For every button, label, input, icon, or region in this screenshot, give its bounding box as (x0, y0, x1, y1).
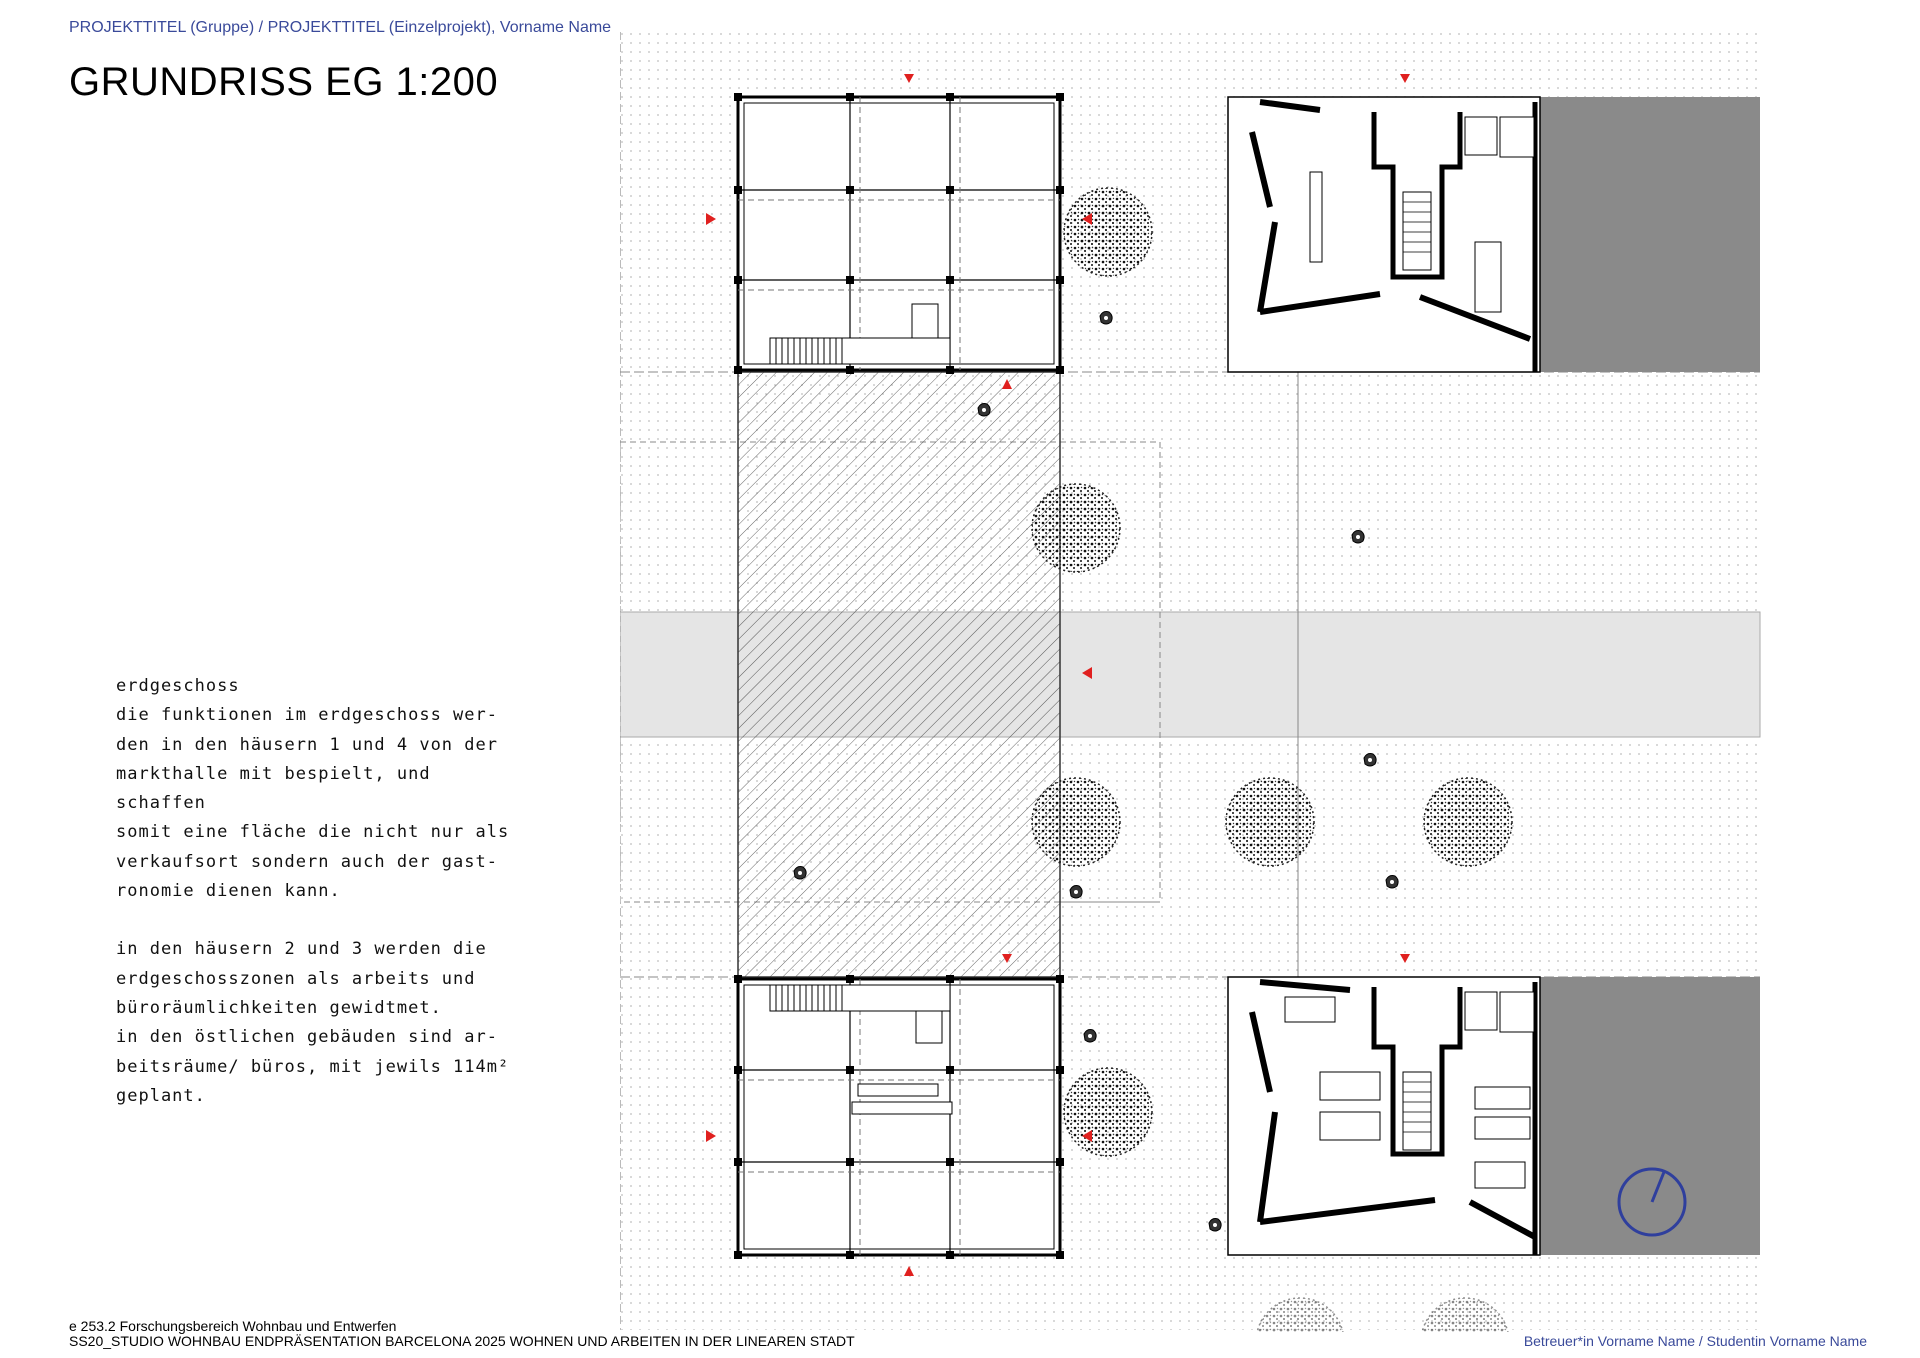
page-title: GRUNDRISS EG 1:200 (69, 60, 499, 104)
description-line: beitsräume/ büros, mit jewils 114m² (116, 1056, 510, 1077)
footer-supervisor: Betreuer*in Vorname Name / Studentin Vorname Name (1523, 1333, 1867, 1349)
footer-institute: e 253.2 Forschungsbereich Wohnbau und Entwerfen (69, 1318, 397, 1334)
description-line: ronomie dienen kann. (116, 881, 341, 902)
project-header: PROJEKTTITEL (Gruppe) / PROJEKTTITEL (Einzelprojekt), Vorname Name (69, 19, 612, 36)
description-line: geplant. (116, 1085, 206, 1106)
description-line: die funktionen im erdgeschoss wer- (116, 705, 498, 726)
description-heading: erdgeschoss (116, 676, 240, 696)
description-line: verkaufsort sondern auch der gast- (116, 851, 498, 872)
description-line: den in den häusern 1 und 4 von der (116, 734, 498, 755)
description-text (116, 672, 516, 1111)
house-2-plan (1228, 97, 1540, 372)
street-crossing (738, 612, 1060, 737)
house-3-plan (1228, 977, 1540, 1255)
description-line: büroräumlichkeiten gewidtmet. (116, 997, 442, 1018)
description-line: markthalle mit bespielt, und schaffen (116, 763, 431, 814)
house-4-grid (734, 975, 1064, 1259)
description-line: in den östlichen gebäuden sind ar- (116, 1027, 498, 1048)
neighbour-block-north (1540, 97, 1760, 372)
floor-plan (620, 32, 1780, 1332)
house-1-grid (734, 93, 1064, 374)
description-line: erdgeschosszonen als arbeits und (116, 968, 476, 989)
neighbour-block-south (1540, 977, 1760, 1255)
description-line: in den häusern 2 und 3 werden die (116, 939, 487, 960)
footer-course: SS20_STUDIO WOHNBAU ENDPRÄSENTATION BARCELONA 2025 WOHNEN UND ARBEITEN IN DER LINEAREN STADT (69, 1333, 855, 1349)
description-line: somit eine fläche die nicht nur als (116, 822, 510, 843)
